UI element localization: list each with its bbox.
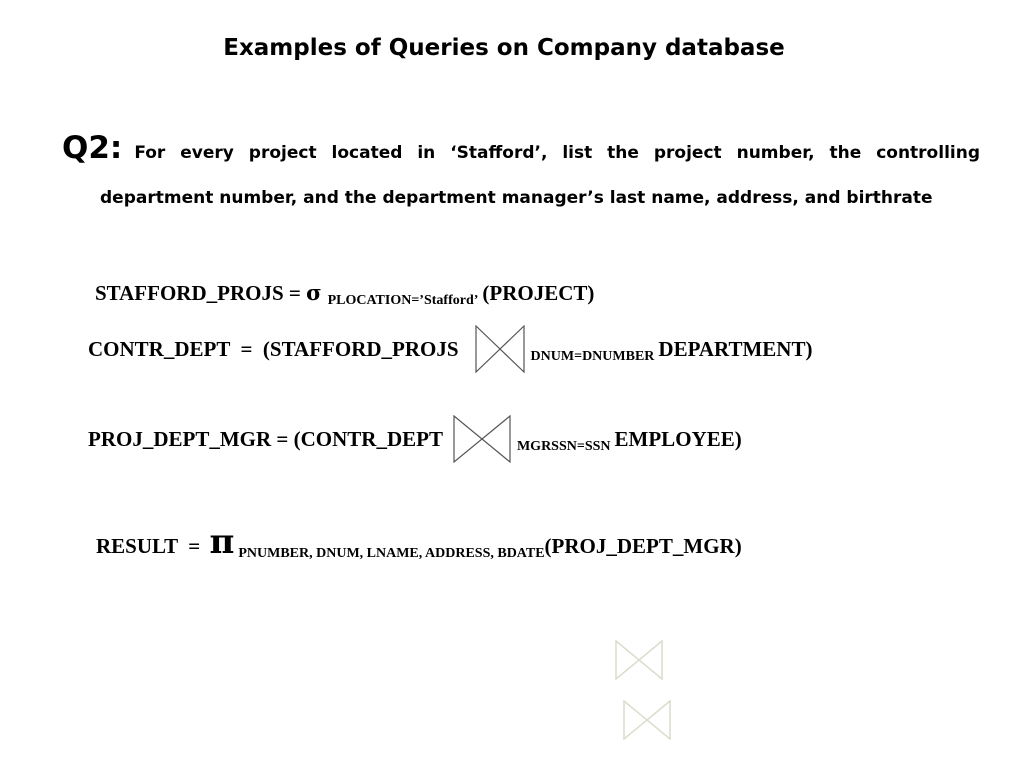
expr-contr-condition: DNUM=DNUMBER [530,349,655,364]
question-block [62,130,980,208]
expr-contr-lhs: CONTR_DEPT = (STAFFORD_PROJS [88,336,459,361]
expr-stafford-projs [95,280,594,306]
expr-projmgr-rhs: EMPLOYEE) [614,426,742,451]
expr-stafford-condition: PLOCATION=’Stafford’ [327,293,479,308]
expr-stafford-lhs: STAFFORD_PROJS = [95,281,307,305]
expr-result [96,522,742,562]
slide-title: Examples of Queries on Company database [223,35,785,61]
sigma-select-icon: σ [306,280,322,305]
bowtie-join-icon [453,415,511,463]
expr-proj-dept-mgr [88,415,742,463]
expr-stafford-operand: (PROJECT) [482,281,595,305]
expr-projmgr-condition: MGRSSN=SSN [516,439,611,454]
pi-project-icon: π [209,522,235,562]
bowtie-join-icon [475,325,525,373]
question-text-2: department number, and the department manager’s last name, address, and birthrate [100,188,933,208]
expr-result-lhs: RESULT = [96,534,206,558]
bowtie-join-icon [623,700,671,740]
question-text-1: For every project located in ‘Stafford’, list the project number, the controlling [134,143,980,163]
expr-contr-dept [88,325,812,373]
expr-projmgr-lhs: PROJ_DEPT_MGR = (CONTR_DEPT [88,426,443,451]
expr-result-attributes: PNUMBER, DNUM, LNAME, ADDRESS, BDATE [238,546,545,561]
expr-contr-rhs: DEPARTMENT) [658,336,813,361]
question-label: Q2: [62,130,123,166]
expr-result-operand: (PROJ_DEPT_MGR) [544,534,742,558]
question-line-1 [62,130,980,166]
bowtie-join-icon [615,640,663,680]
